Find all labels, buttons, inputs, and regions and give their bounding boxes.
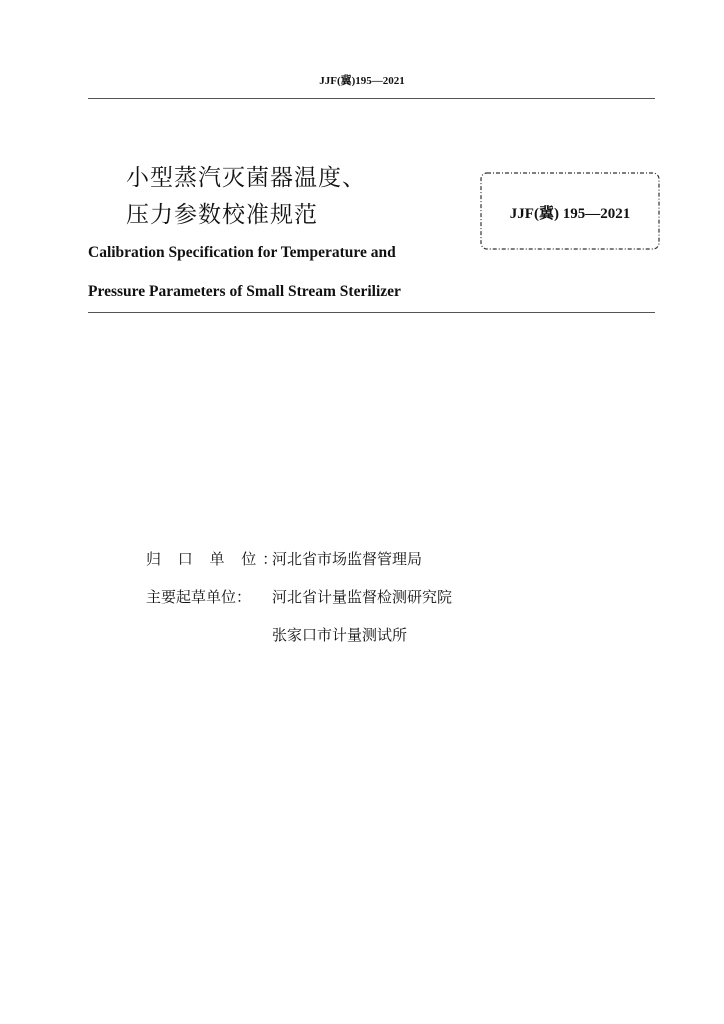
owner-label: 归 口 单 位： xyxy=(146,550,284,568)
header-rule xyxy=(88,98,655,99)
title-zh-line2: 压力参数校准规范 xyxy=(126,202,318,228)
title-zh-line1: 小型蒸汽灭菌器温度、 xyxy=(126,165,366,191)
header-document-code: JJF(冀)195—2021 xyxy=(319,75,405,87)
title-en-line1: Calibration Specification for Temperature and xyxy=(88,244,396,261)
title-en-line2: Pressure Parameters of Small Stream Sterilizer xyxy=(88,283,401,300)
title-rule xyxy=(88,312,655,313)
drafter-label: 主要起草单位： xyxy=(146,588,252,606)
code-box xyxy=(478,170,662,252)
code-box-text: JJF(冀) 195—2021 xyxy=(509,206,631,222)
drafter-value-1: 河北省计量监督检测研究院 xyxy=(272,588,453,606)
drafter-value-2: 张家口市计量测试所 xyxy=(272,626,408,644)
owner-value: 河北省市场监督管理局 xyxy=(272,550,423,568)
